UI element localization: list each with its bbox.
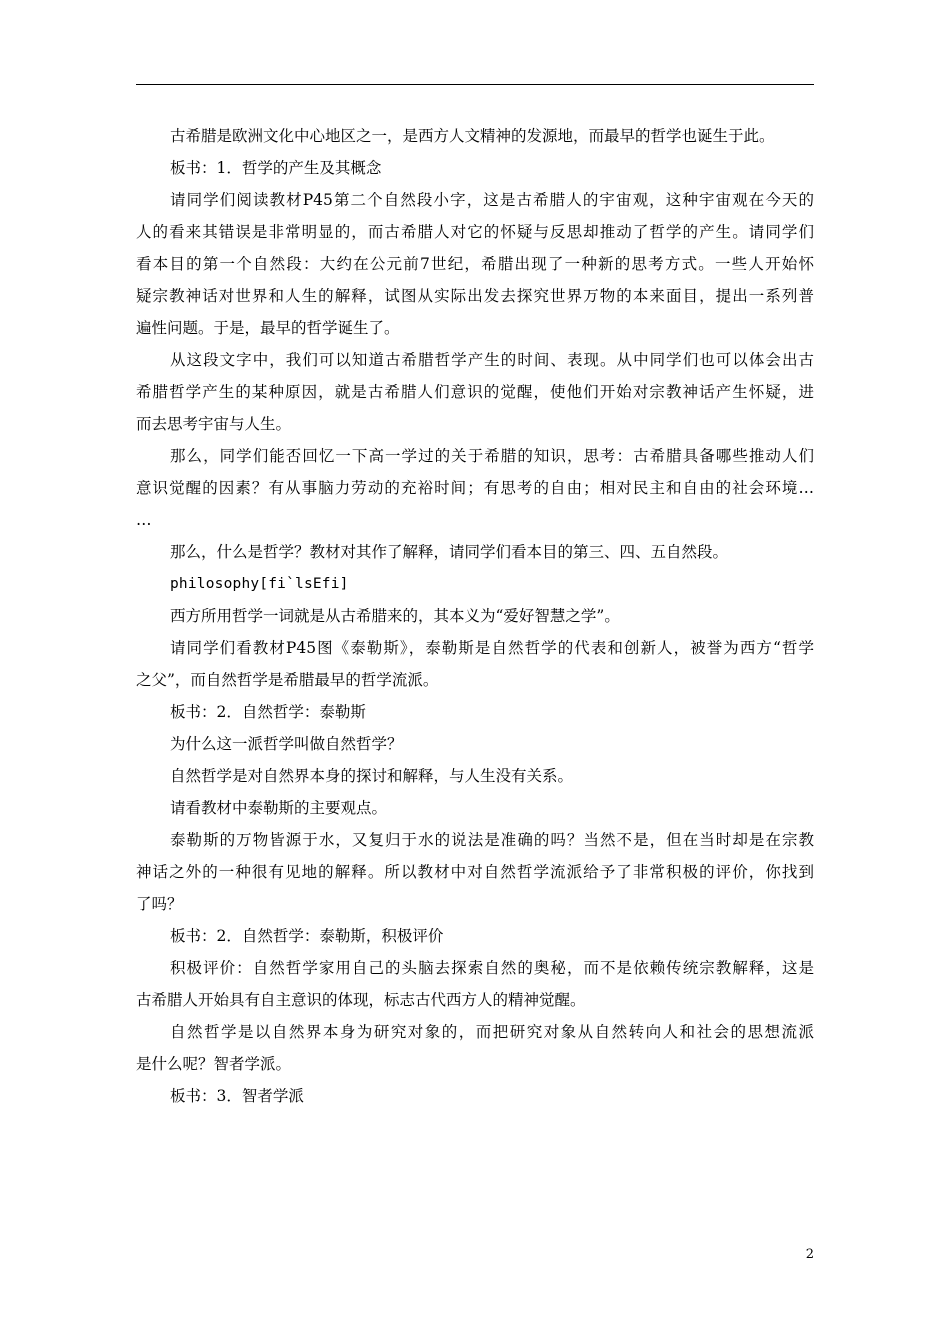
paragraph-line: 古希腊是欧洲文化中心地区之一，是西方人文精神的发源地，而最早的哲学也诞生于此。 [170,127,775,145]
board-note-line: 板书：2．自然哲学：泰勒斯 [170,703,366,721]
header-rule [136,84,814,85]
paragraph-line: 疑宗教神话对世界和人生的解释，试图从实际出发去探究世界万物的本来面目，提出一系列普 [136,287,814,305]
paragraph-line: 意识觉醒的因素？有从事脑力劳动的充裕时间；有思考的自由；相对民主和自由的社会环境… [136,479,814,497]
paragraph-line: 古希腊人开始具有自主意识的体现，标志古代西方人的精神觉醒。 [136,991,586,1009]
board-note-line: 板书：2．自然哲学：泰勒斯，积极评价 [170,927,444,945]
paragraph-line: 那么，什么是哲学？教材对其作了解释，请同学们看本目的第三、四、五自然段。 [170,543,729,561]
paragraph-line: 西方所用哲学一词就是从古希腊来的，其本义为“爱好智慧之学”。 [170,607,620,625]
paragraph-line: 是什么呢？智者学派。 [136,1055,292,1073]
paragraph-line: 请同学们看教材P45图《泰勒斯》，泰勒斯是自然哲学的代表和创新人，被誉为西方“哲学 [170,639,814,657]
board-note-line: 板书：1．哲学的产生及其概念 [170,159,382,177]
paragraph-line: 了吗？ [136,895,183,913]
paragraph-line: 请同学们阅读教材P45第二个自然段小字，这是古希腊人的宇宙观，这种宇宙观在今天的 [170,191,814,209]
paragraph-line: 看本目的第一个自然段：大约在公元前7世纪，希腊出现了一种新的思考方式。一些人开始怀 [136,255,814,273]
paragraph-line: 神话之外的一种很有见地的解释。所以教材中对自然哲学流派给予了非常积极的评价，你找到 [136,863,814,881]
phonetic-line: philosophy[fi`lsEfi] [170,576,349,592]
paragraph-line: 自然哲学是对自然界本身的探讨和解释，与人生没有关系。 [170,767,574,785]
page-number: 2 [805,1247,814,1262]
paragraph-line: 泰勒斯的万物皆源于水，又复归于水的说法是准确的吗？当然不是，但在当时却是在宗教 [170,831,814,849]
paragraph-line: 而去思考宇宙与人生。 [136,415,292,433]
paragraph-line: 请看教材中泰勒斯的主要观点。 [170,799,388,817]
paragraph-line: 积极评价：自然哲学家用自己的头脑去探索自然的奥秘，而不是依赖传统宗教解释，这是 [170,959,814,977]
paragraph-line: 为什么这一派哲学叫做自然哲学？ [170,735,403,753]
paragraph-line: 那么，同学们能否回忆一下高一学过的关于希腊的知识，思考：古希腊具备哪些推动人们 [170,447,814,465]
paragraph-line: 希腊哲学产生的某种原因，就是古希腊人们意识的觉醒，使他们开始对宗教神话产生怀疑，进 [136,383,814,401]
paragraph-line: 人的看来其错误是非常明显的，而古希腊人对它的怀疑与反思却推动了哲学的产生。请同学们 [136,223,814,241]
paragraph-line: 之父”，而自然哲学是希腊最早的哲学流派。 [136,671,439,689]
paragraph-line: … [136,511,152,529]
body-text [136,120,814,1112]
paragraph-line: 从这段文字中，我们可以知道古希腊哲学产生的时间、表现。从中同学们也可以体会出古 [170,351,814,369]
paragraph-line: 自然哲学是以自然界本身为研究对象的，而把研究对象从自然转向人和社会的思想流派 [170,1023,814,1041]
board-note-line: 板书：3．智者学派 [170,1087,304,1105]
paragraph-line: 遍性问题。于是，最早的哲学诞生了。 [136,319,400,337]
